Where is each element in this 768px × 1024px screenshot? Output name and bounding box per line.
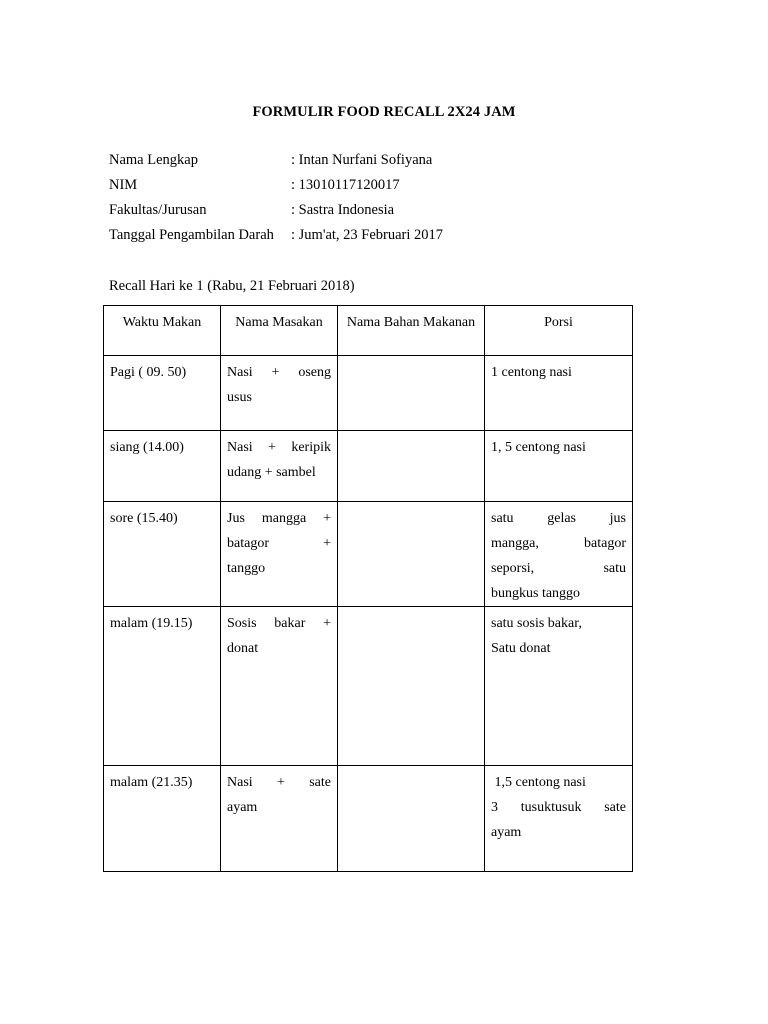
cell-masakan: Nasi + sate ayam	[221, 766, 338, 872]
header-waktu-makan: Waktu Makan	[104, 306, 221, 356]
cell-bahan	[338, 356, 485, 431]
cell-porsi: 1, 5 centong nasi	[485, 431, 633, 502]
table-row	[104, 356, 633, 431]
cell-waktu: Pagi ( 09. 50)	[104, 356, 221, 431]
cell-masakan: Jus mangga + batagor + tanggo	[221, 502, 338, 607]
info-label: Fakultas/Jurusan	[109, 202, 207, 218]
food-recall-table	[103, 305, 633, 872]
table-header-row	[104, 306, 633, 356]
info-label: Tanggal Pengambilan Darah	[109, 227, 274, 243]
info-value: : Sastra Indonesia	[291, 202, 395, 218]
info-value: : Jum'at, 23 Februari 2017	[291, 227, 444, 243]
cell-bahan	[338, 607, 485, 766]
cell-bahan	[338, 431, 485, 502]
cell-porsi: satu sosis bakar, Satu donat	[485, 607, 633, 766]
cell-bahan	[338, 766, 485, 872]
table-row	[104, 766, 633, 872]
header-porsi: Porsi	[485, 306, 633, 356]
table-row	[104, 502, 633, 607]
cell-masakan: Sosis bakar + donat	[221, 607, 338, 766]
page-title: FORMULIR FOOD RECALL 2X24 JAM	[252, 104, 516, 120]
info-value: : Intan Nurfani Sofiyana	[291, 152, 433, 168]
cell-porsi: 1 centong nasi	[485, 356, 633, 431]
cell-masakan: Nasi + keripik udang + sambel	[221, 431, 338, 502]
cell-porsi: satu gelas jus mangga, batagor seporsi, satu bungkus tanggo	[485, 502, 633, 607]
table-row	[104, 431, 633, 502]
info-label: NIM	[109, 177, 138, 193]
cell-waktu: siang (14.00)	[104, 431, 221, 502]
recall-day-heading: Recall Hari ke 1 (Rabu, 21 Februari 2018)	[109, 278, 355, 294]
cell-waktu: sore (15.40)	[104, 502, 221, 607]
header-nama-bahan-makanan: Nama Bahan Makanan	[338, 306, 485, 356]
info-label: Nama Lengkap	[109, 152, 198, 168]
cell-waktu: malam (19.15)	[104, 607, 221, 766]
cell-bahan	[338, 502, 485, 607]
cell-waktu: malam (21.35)	[104, 766, 221, 872]
info-value: : 13010117120017	[291, 177, 400, 193]
header-nama-masakan: Nama Masakan	[221, 306, 338, 356]
cell-porsi: 1,5 centong nasi 3 tusuktusuk sate ayam	[485, 766, 633, 872]
cell-masakan: Nasi + oseng usus	[221, 356, 338, 431]
table-row	[104, 607, 633, 766]
